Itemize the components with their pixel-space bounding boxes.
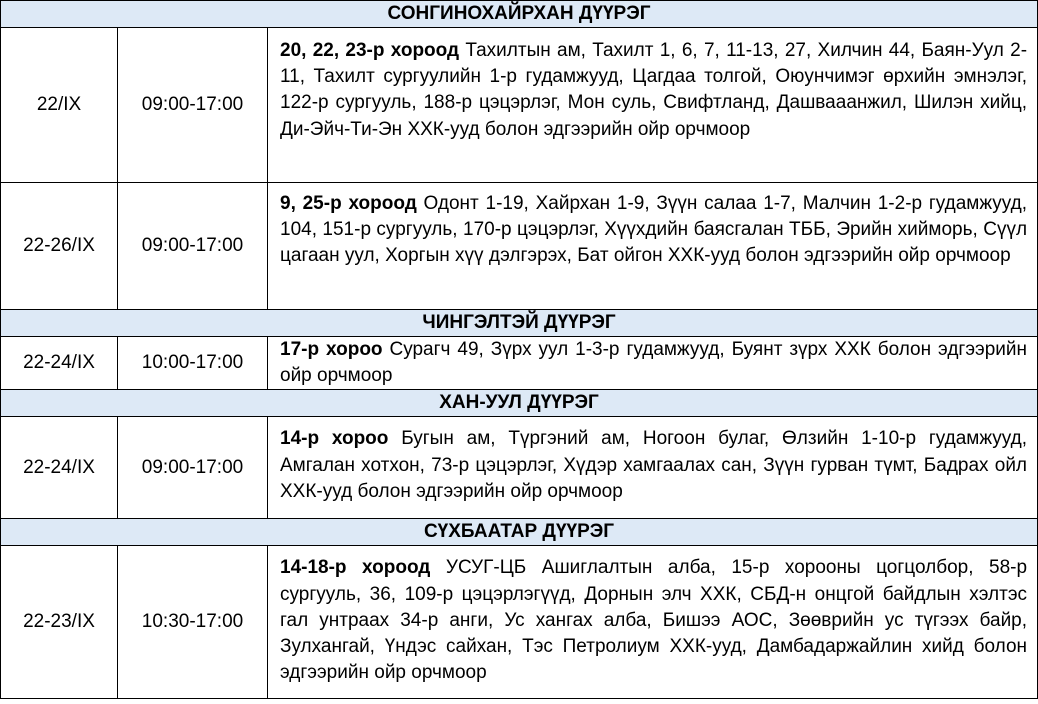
khoroo-label: 14-18-р хороод [280,557,431,579]
location-cell [268,337,1038,390]
district-header-row [1,310,1038,337]
district-header-row [1,390,1038,417]
time-cell: 09:00-17:00 [118,417,268,519]
location-description: Бугын ам, Түргэний ам, Ногоон булаг, Өлзийн 1-10-р гудамжууд, Амгалан хотхон, 73-р цэцэрлэг, Хүдэр хамгаалах сан, Зүүн гурван түмт, Бадрах ойл ХХК-ууд болон эдгээрийн ойр орчмоор [280,428,1028,502]
location-cell [268,28,1038,183]
location-cell [268,546,1038,699]
table-row [1,417,1038,519]
district-name: ЧИНГЭЛТЭЙ ДҮҮРЭГ [1,310,1038,337]
location-description: Сурагч 49, Зүрх уул 1-3-р гудамжууд, Буянт зүрх ХХК болон эдгээрийн ойр орчмоор [280,339,1028,387]
time-cell: 09:00-17:00 [118,28,268,183]
table-row [1,28,1038,183]
khoroo-label: 9, 25-р хороод [280,193,417,214]
table-row [1,337,1038,390]
district-name: СҮХБААТАР ДҮҮРЭГ [1,519,1038,546]
district-header-row [1,1,1038,28]
time-cell: 10:30-17:00 [118,546,268,699]
date-cell: 22-23/IX [1,546,118,699]
location-description: Одонт 1-19, Хайрхан 1-9, Зүүн салаа 1-7, Малчин 1-2-р гудамжууд, 104, 151-р сургууль, 170-р цэцэрлэг, Хүүхдийн баясгалан ТББ, Эрийн хийморь, Сүүл цагаан уул, Хоргын хүү дэлгэрэх, Бат ойгон ХХК-ууд болон эдгээрийн ойр орчмоор [280,193,1028,267]
khoroo-label: 20, 22, 23-р хороод [280,40,460,61]
date-cell: 22/IX [1,28,118,183]
location-description: Тахилтын ам, Тахилт 1, 6, 7, 11-13, 27, Хилчин 44, Баян-Уул 2-11, Тахилт сургуулийн 1-р гудамжууд, Цагдаа толгой, Оюунчимэг өрхийн эмнэлэг, 122-р сургууль, 188-р цэцэрлэг, Мон суль, Свифтланд, Дашвааанжил, Шилэн хийц, Ди-Эйч-Ти-Эн ХХК-ууд болон эдгээрийн ойр орчмоор [280,40,1028,140]
time-cell: 09:00-17:00 [118,183,268,310]
location-cell [268,183,1038,310]
district-name: СОНГИНОХАЙРХАН ДҮҮРЭГ [1,1,1038,28]
table-row [1,546,1038,699]
location-cell [268,417,1038,519]
district-header-row [1,519,1038,546]
date-cell: 22-24/IX [1,417,118,519]
date-cell: 22-26/IX [1,183,118,310]
location-description: УСУГ-ЦБ Ашиглалтын алба, 15-р хорооны цогцолбор, 58-р сургууль, 36, 109-р цэцэрлэгүүд, Дорнын элч ХХК, СБД-н онцгой байдлын хэлтэс гал унтраах 34-р анги, Ус хангах алба, Бишээ АОС, Зөөврийн ус түгээх байр, Зулхангай, Үндэс сайхан, Тэс Петролиум ХХК-ууд, Дамбадаржайлин хийд болон эдгээрийн ойр орчмоор [280,557,1028,684]
date-cell: 22-24/IX [1,337,118,390]
khoroo-label: 14-р хороо [280,428,389,450]
district-name: ХАН-УУЛ ДҮҮРЭГ [1,390,1038,417]
khoroo-label: 17-р хороо [280,339,383,360]
table-row [1,183,1038,310]
time-cell: 10:00-17:00 [118,337,268,390]
